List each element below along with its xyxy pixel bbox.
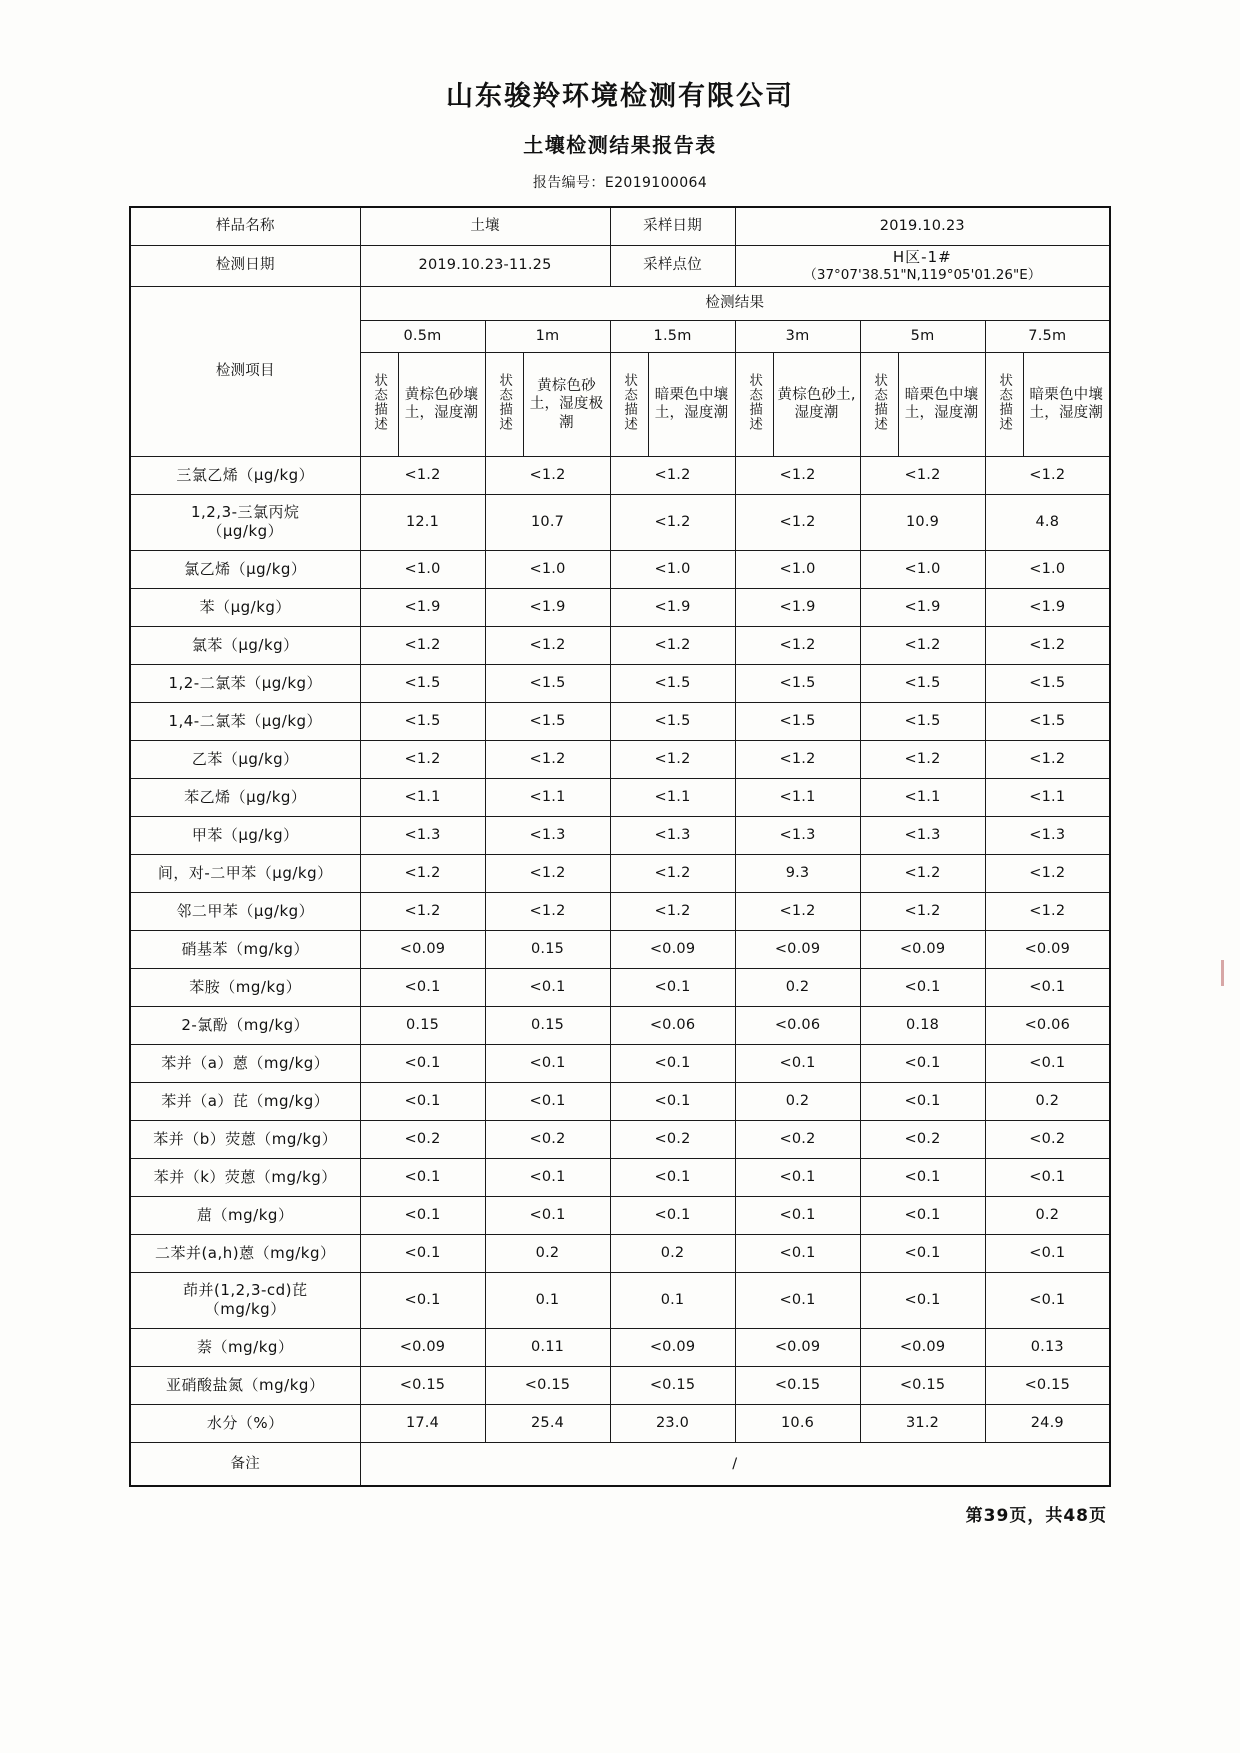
row-value-1.5m: <0.2 (610, 1120, 735, 1158)
row-value-3m: <1.2 (735, 494, 860, 550)
row-value-1m: <0.1 (485, 1082, 610, 1120)
row-value-0.5m: <1.2 (360, 740, 485, 778)
row-value-5m: <1.5 (860, 702, 985, 740)
row-item-name: 苯胺（mg/kg） (130, 968, 360, 1006)
row-value-1.5m: <0.1 (610, 1196, 735, 1234)
row-value-7.5m: <1.1 (985, 778, 1110, 816)
table-row (130, 1404, 1110, 1442)
row-value-5m: 10.9 (860, 494, 985, 550)
depth-header-4: 5m (860, 320, 985, 352)
table-row-test-date (130, 245, 1110, 286)
row-value-3m: <0.09 (735, 930, 860, 968)
row-value-1m: <1.2 (485, 854, 610, 892)
depth-header-3: 3m (735, 320, 860, 352)
table-row (130, 1234, 1110, 1272)
row-value-3m: 0.2 (735, 968, 860, 1006)
row-value-3m: <0.09 (735, 1328, 860, 1366)
row-value-5m: 31.2 (860, 1404, 985, 1442)
row-value-3m: <1.2 (735, 626, 860, 664)
depth-header-0: 0.5m (360, 320, 485, 352)
row-value-0.5m: <0.1 (360, 1082, 485, 1120)
row-item-name: 苯（μg/kg） (130, 588, 360, 626)
row-value-5m: 0.18 (860, 1006, 985, 1044)
depth-header-2: 1.5m (610, 320, 735, 352)
row-value-1.5m: <1.9 (610, 588, 735, 626)
row-value-5m: <0.1 (860, 1044, 985, 1082)
depth-header-5: 7.5m (985, 320, 1110, 352)
row-value-0.5m: <0.09 (360, 930, 485, 968)
sampling-point-coordinates: （37°07'38.51"N,119°05'01.26"E） (803, 266, 1042, 283)
table-row-results-header (130, 286, 1110, 320)
table-row (130, 1082, 1110, 1120)
row-item-name: 萘（mg/kg） (130, 1328, 360, 1366)
state-desc-value-1: 黄棕色砂土，湿度极潮 (523, 352, 610, 456)
row-value-1.5m: <1.1 (610, 778, 735, 816)
row-value-3m: 0.2 (735, 1082, 860, 1120)
row-value-3m: <1.9 (735, 588, 860, 626)
row-value-5m: <0.1 (860, 1082, 985, 1120)
row-value-7.5m: 4.8 (985, 494, 1110, 550)
row-value-7.5m: 0.2 (985, 1196, 1110, 1234)
page-footer: 第39页，共48页 (965, 1506, 1107, 1527)
row-value-3m: <1.5 (735, 664, 860, 702)
row-value-0.5m: <1.2 (360, 892, 485, 930)
row-value-5m: <1.3 (860, 816, 985, 854)
test-date-label: 检测日期 (130, 245, 360, 286)
results-header: 检测结果 (360, 286, 1110, 320)
company-title: 山东骏羚环境检测有限公司 (446, 81, 794, 112)
row-item-name: 乙苯（μg/kg） (130, 740, 360, 778)
table-row (130, 1328, 1110, 1366)
row-value-3m: <1.1 (735, 778, 860, 816)
row-value-7.5m: <0.1 (985, 1044, 1110, 1082)
row-value-1.5m: <0.06 (610, 1006, 735, 1044)
row-value-0.5m: <0.1 (360, 1234, 485, 1272)
state-desc-label-3: 状态描述 (735, 352, 773, 456)
row-value-1m: <0.1 (485, 1158, 610, 1196)
row-value-7.5m: <1.5 (985, 664, 1110, 702)
row-value-5m: <0.15 (860, 1366, 985, 1404)
row-value-3m: <0.1 (735, 1044, 860, 1082)
table-row-sample-name (130, 207, 1110, 245)
row-value-1.5m: <0.15 (610, 1366, 735, 1404)
row-value-0.5m: <0.1 (360, 1158, 485, 1196)
report-title: 土壤检测结果报告表 (523, 133, 717, 157)
margin-mark (1221, 960, 1224, 986)
row-value-0.5m: <1.2 (360, 456, 485, 494)
state-desc-value-0: 黄棕色砂壤土，湿度潮 (398, 352, 485, 456)
state-desc-label-0: 状态描述 (360, 352, 398, 456)
report-number-line (0, 172, 1240, 192)
table-row (130, 494, 1110, 550)
row-value-0.5m: <1.2 (360, 854, 485, 892)
note-label: 备注 (130, 1442, 360, 1486)
row-value-3m: <1.5 (735, 702, 860, 740)
row-value-0.5m: <0.1 (360, 968, 485, 1006)
row-value-0.5m: <0.2 (360, 1120, 485, 1158)
row-value-1.5m: <0.09 (610, 1328, 735, 1366)
row-item-name: 苯乙烯（μg/kg） (130, 778, 360, 816)
row-value-7.5m: <1.3 (985, 816, 1110, 854)
row-value-7.5m: <0.15 (985, 1366, 1110, 1404)
row-value-1m: <0.1 (485, 1044, 610, 1082)
row-value-7.5m: <1.2 (985, 456, 1110, 494)
table-data-body (130, 456, 1110, 1442)
row-value-0.5m: <0.1 (360, 1044, 485, 1082)
row-value-1.5m: <0.09 (610, 930, 735, 968)
row-value-7.5m: 24.9 (985, 1404, 1110, 1442)
state-desc-value-4: 暗栗色中壤土，湿度潮 (898, 352, 985, 456)
row-value-3m: <0.15 (735, 1366, 860, 1404)
row-value-0.5m: <1.9 (360, 588, 485, 626)
row-value-3m: 10.6 (735, 1404, 860, 1442)
state-desc-value-3: 黄棕色砂土,湿度潮 (773, 352, 860, 456)
row-value-1.5m: <1.2 (610, 494, 735, 550)
table-row (130, 1158, 1110, 1196)
row-item-name: 苯并（a）芘（mg/kg） (130, 1082, 360, 1120)
row-value-1m: <0.1 (485, 968, 610, 1006)
row-value-1.5m: <0.1 (610, 1044, 735, 1082)
row-value-0.5m: 12.1 (360, 494, 485, 550)
row-item-name: 硝基苯（mg/kg） (130, 930, 360, 968)
row-value-3m: <1.0 (735, 550, 860, 588)
state-desc-label-1: 状态描述 (485, 352, 523, 456)
row-value-7.5m: 0.2 (985, 1082, 1110, 1120)
row-value-1m: <1.5 (485, 664, 610, 702)
table-row (130, 930, 1110, 968)
state-desc-label-4: 状态描述 (860, 352, 898, 456)
table-row (130, 778, 1110, 816)
row-item-name: 水分（%） (130, 1404, 360, 1442)
table-row (130, 854, 1110, 892)
row-value-5m: <1.2 (860, 892, 985, 930)
row-value-1.5m: <1.2 (610, 456, 735, 494)
row-item-name: 间，对-二甲苯（μg/kg） (130, 854, 360, 892)
table-row (130, 892, 1110, 930)
table-row (130, 702, 1110, 740)
row-value-3m: <0.2 (735, 1120, 860, 1158)
row-value-0.5m: <0.09 (360, 1328, 485, 1366)
depth-header-1: 1m (485, 320, 610, 352)
row-value-5m: <0.1 (860, 1196, 985, 1234)
sampling-point-value: H区-1# (892, 247, 952, 266)
row-value-3m: <1.2 (735, 892, 860, 930)
row-value-3m: <0.1 (735, 1272, 860, 1328)
row-value-1m: <1.1 (485, 778, 610, 816)
row-value-1.5m: <1.5 (610, 702, 735, 740)
row-value-7.5m: 0.13 (985, 1328, 1110, 1366)
row-value-1m: 0.2 (485, 1234, 610, 1272)
row-value-1m: <1.2 (485, 456, 610, 494)
row-value-7.5m: <0.1 (985, 1158, 1110, 1196)
row-value-5m: <0.09 (860, 1328, 985, 1366)
row-item-name: 三氯乙烯（μg/kg） (130, 456, 360, 494)
row-value-5m: <0.1 (860, 1272, 985, 1328)
row-item-name: 氯乙烯（μg/kg） (130, 550, 360, 588)
sampling-point-cell (735, 245, 1110, 286)
soil-results-table (129, 206, 1111, 1487)
row-item-name: 1,4-二氯苯（μg/kg） (130, 702, 360, 740)
row-value-3m: <1.2 (735, 740, 860, 778)
row-value-1m: <1.2 (485, 740, 610, 778)
row-item-name: 亚硝酸盐氮（mg/kg） (130, 1366, 360, 1404)
test-date-value: 2019.10.23-11.25 (360, 245, 610, 286)
row-value-1m: 25.4 (485, 1404, 610, 1442)
row-value-1m: <1.3 (485, 816, 610, 854)
row-value-5m: <0.1 (860, 968, 985, 1006)
table-row (130, 1044, 1110, 1082)
row-value-1m: <1.0 (485, 550, 610, 588)
row-value-5m: <1.5 (860, 664, 985, 702)
sampling-date-value: 2019.10.23 (735, 207, 1110, 245)
sample-name-label: 样品名称 (130, 207, 360, 245)
row-value-3m: 9.3 (735, 854, 860, 892)
row-value-1.5m: <1.3 (610, 816, 735, 854)
table-row (130, 816, 1110, 854)
row-value-7.5m: <1.2 (985, 892, 1110, 930)
row-value-7.5m: <0.1 (985, 1234, 1110, 1272)
note-value: / (360, 1442, 1110, 1486)
row-value-7.5m: <1.2 (985, 626, 1110, 664)
row-value-7.5m: <1.5 (985, 702, 1110, 740)
row-value-5m: <1.1 (860, 778, 985, 816)
table-row (130, 664, 1110, 702)
row-value-1m: <0.1 (485, 1196, 610, 1234)
row-value-1m: 0.1 (485, 1272, 610, 1328)
row-value-1m: <1.9 (485, 588, 610, 626)
row-value-3m: <0.1 (735, 1234, 860, 1272)
row-value-1m: <1.2 (485, 626, 610, 664)
row-value-3m: <0.1 (735, 1158, 860, 1196)
report-number-label: 报告编号： (532, 175, 605, 191)
row-value-0.5m: <1.5 (360, 664, 485, 702)
row-value-1m: <1.2 (485, 892, 610, 930)
row-value-7.5m: <0.1 (985, 1272, 1110, 1328)
row-value-1.5m: <0.1 (610, 968, 735, 1006)
table-row (130, 456, 1110, 494)
table-row (130, 626, 1110, 664)
row-value-1.5m: <0.1 (610, 1158, 735, 1196)
row-value-1.5m: <1.2 (610, 854, 735, 892)
row-value-0.5m: <1.0 (360, 550, 485, 588)
row-value-1m: 0.11 (485, 1328, 610, 1366)
sampling-point-label: 采样点位 (610, 245, 735, 286)
row-value-0.5m: 0.15 (360, 1006, 485, 1044)
row-value-1.5m: <1.5 (610, 664, 735, 702)
row-value-1.5m: <1.2 (610, 626, 735, 664)
sampling-date-label: 采样日期 (610, 207, 735, 245)
row-value-0.5m: <0.1 (360, 1196, 485, 1234)
report-number-value: E2019100064 (604, 175, 708, 191)
row-item-name: 1,2-二氯苯（μg/kg） (130, 664, 360, 702)
row-value-5m: <1.2 (860, 456, 985, 494)
row-item-name: 2-氯酚（mg/kg） (130, 1006, 360, 1044)
row-value-3m: <0.06 (735, 1006, 860, 1044)
row-value-5m: <0.09 (860, 930, 985, 968)
row-value-1.5m: 0.1 (610, 1272, 735, 1328)
table-row (130, 550, 1110, 588)
table-row (130, 1120, 1110, 1158)
row-item-name: 甲苯（μg/kg） (130, 816, 360, 854)
row-item-name: 氯苯（μg/kg） (130, 626, 360, 664)
row-value-1m: 0.15 (485, 1006, 610, 1044)
state-desc-value-2: 暗栗色中壤土，湿度潮 (648, 352, 735, 456)
table-row (130, 1272, 1110, 1328)
table-row (130, 1196, 1110, 1234)
row-value-0.5m: 17.4 (360, 1404, 485, 1442)
row-item-name: 邻二甲苯（μg/kg） (130, 892, 360, 930)
table-row (130, 740, 1110, 778)
state-desc-label-5: 状态描述 (985, 352, 1023, 456)
row-value-5m: <1.2 (860, 740, 985, 778)
row-value-0.5m: <1.1 (360, 778, 485, 816)
row-value-5m: <0.2 (860, 1120, 985, 1158)
row-item-name: 1,2,3-三氯丙烷 （μg/kg） (130, 494, 360, 550)
row-value-1m: 0.15 (485, 930, 610, 968)
row-value-7.5m: <1.0 (985, 550, 1110, 588)
row-value-1m: <0.15 (485, 1366, 610, 1404)
table-row (130, 1366, 1110, 1404)
row-value-7.5m: <1.2 (985, 740, 1110, 778)
row-value-1.5m: <1.2 (610, 740, 735, 778)
row-item-name: 茚并(1,2,3-cd)芘 （mg/kg） (130, 1272, 360, 1328)
row-value-0.5m: <0.1 (360, 1272, 485, 1328)
table-row-note (130, 1442, 1110, 1486)
row-value-5m: <1.2 (860, 626, 985, 664)
item-column-header: 检测项目 (130, 286, 360, 456)
row-item-name: 苯并（a）蒽（mg/kg） (130, 1044, 360, 1082)
row-item-name: 䓛（mg/kg） (130, 1196, 360, 1234)
row-value-1m: <1.5 (485, 702, 610, 740)
row-value-7.5m: <0.06 (985, 1006, 1110, 1044)
row-value-5m: <1.9 (860, 588, 985, 626)
table-row (130, 588, 1110, 626)
row-value-7.5m: <0.1 (985, 968, 1110, 1006)
row-value-7.5m: <1.2 (985, 854, 1110, 892)
row-value-1.5m: <0.1 (610, 1082, 735, 1120)
row-item-name: 苯并（k）荧蒽（mg/kg） (130, 1158, 360, 1196)
sample-name-value: 土壤 (360, 207, 610, 245)
row-value-5m: <1.2 (860, 854, 985, 892)
row-value-1.5m: 23.0 (610, 1404, 735, 1442)
row-value-1.5m: 0.2 (610, 1234, 735, 1272)
row-value-1m: 10.7 (485, 494, 610, 550)
row-value-1.5m: <1.0 (610, 550, 735, 588)
row-value-5m: <0.1 (860, 1158, 985, 1196)
row-value-5m: <0.1 (860, 1234, 985, 1272)
row-value-0.5m: <1.2 (360, 626, 485, 664)
table-row (130, 968, 1110, 1006)
row-item-name: 苯并（b）荧蒽（mg/kg） (130, 1120, 360, 1158)
row-value-0.5m: <1.3 (360, 816, 485, 854)
row-value-1m: <0.2 (485, 1120, 610, 1158)
row-value-3m: <1.3 (735, 816, 860, 854)
row-value-7.5m: <0.09 (985, 930, 1110, 968)
row-value-0.5m: <0.15 (360, 1366, 485, 1404)
row-value-7.5m: <0.2 (985, 1120, 1110, 1158)
row-value-3m: <1.2 (735, 456, 860, 494)
table-row (130, 1006, 1110, 1044)
state-desc-label-2: 状态描述 (610, 352, 648, 456)
row-value-7.5m: <1.9 (985, 588, 1110, 626)
report-table-wrapper (129, 206, 1111, 1487)
row-value-0.5m: <1.5 (360, 702, 485, 740)
row-value-1.5m: <1.2 (610, 892, 735, 930)
table-note-body (130, 1442, 1110, 1486)
state-desc-value-5: 暗栗色中壤土，湿度潮 (1023, 352, 1110, 456)
row-value-5m: <1.0 (860, 550, 985, 588)
row-item-name: 二苯并(a,h)蒽（mg/kg） (130, 1234, 360, 1272)
row-value-3m: <0.1 (735, 1196, 860, 1234)
